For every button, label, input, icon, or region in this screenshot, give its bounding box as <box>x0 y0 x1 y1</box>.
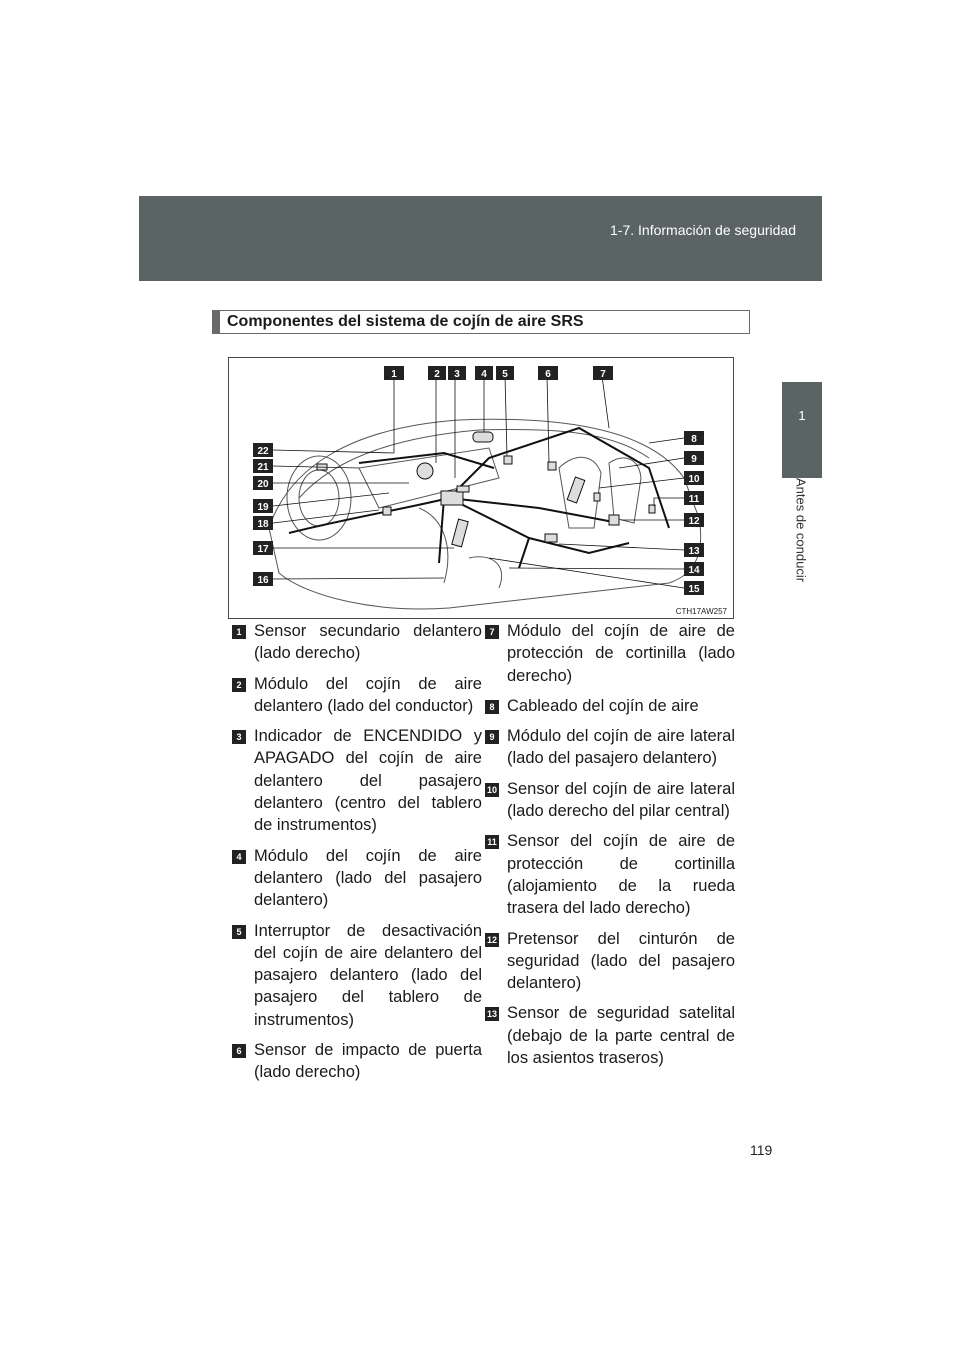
item-number-badge: 12 <box>486 934 497 945</box>
item-text: Módulo del cojín de aire de protección de cortinilla (lado derecho) <box>507 622 735 685</box>
list-item <box>485 778 735 823</box>
item-text: Indicador de ENCENDIDO y APAGADO del cojín de aire delantero del pasajero delantero (centro del tablero de instrumentos) <box>254 727 482 835</box>
item-text: Sensor de seguridad satelital (debajo de la parte central de los asientos traseros) <box>507 1004 735 1068</box>
callout-18: 18 <box>257 519 269 530</box>
callout-8: 8 <box>691 434 697 445</box>
list-item <box>485 1002 735 1069</box>
srs-components-diagram <box>228 357 734 619</box>
item-number-badge: 5 <box>232 925 246 939</box>
callout-21: 21 <box>257 462 269 473</box>
header-band <box>139 196 822 281</box>
callout-6: 6 <box>545 369 551 380</box>
callout-13: 13 <box>688 546 700 557</box>
callout-7: 7 <box>600 369 606 380</box>
callout-9: 9 <box>691 454 697 465</box>
list-item <box>232 1039 482 1084</box>
component-list-left <box>232 620 482 1092</box>
list-item <box>485 620 735 687</box>
list-item <box>232 725 482 836</box>
chapter-label-container <box>786 478 816 638</box>
item-number-badge: 8 <box>485 700 499 714</box>
list-item <box>485 725 735 770</box>
item-text: Módulo del cojín de aire lateral (lado del pasajero delantero) <box>507 727 735 768</box>
item-number-badge: 3 <box>232 730 246 744</box>
car-illustration <box>229 358 735 620</box>
callout-1: 1 <box>391 369 397 380</box>
item-number-badge: 6 <box>232 1044 246 1058</box>
list-item <box>232 673 482 718</box>
list-item <box>485 928 735 995</box>
callout-2: 2 <box>434 369 440 380</box>
callout-10: 10 <box>688 474 700 485</box>
item-text: Pretensor del cinturón de seguridad (lado del pasajero delantero) <box>507 929 735 993</box>
callout-14: 14 <box>688 565 700 576</box>
item-text: Módulo del cojín de aire delantero (lado del conductor) <box>254 674 482 715</box>
chapter-number: 1 <box>798 408 806 423</box>
callout-11: 11 <box>688 494 700 505</box>
list-item <box>485 830 735 919</box>
callout-17: 17 <box>257 544 269 555</box>
callout-20: 20 <box>257 479 269 490</box>
callout-15: 15 <box>688 584 700 595</box>
chapter-tab[interactable] <box>782 382 822 478</box>
item-text: Sensor del cojín de aire lateral (lado derecho del pilar central) <box>507 779 735 821</box>
item-number-badge: 2 <box>232 678 246 692</box>
callout-16: 16 <box>257 575 269 586</box>
figure-code: CTH17AW257 <box>675 607 727 616</box>
list-item <box>232 920 482 1031</box>
section-heading <box>212 310 750 334</box>
section-breadcrumb: 1-7. Información de seguridad <box>610 222 796 238</box>
item-number-badge: 9 <box>485 730 499 744</box>
callout-3: 3 <box>454 369 460 380</box>
item-text: Sensor de impacto de puerta (lado derecho) <box>254 1041 482 1082</box>
item-text: Sensor secundario delantero (lado derecho) <box>254 622 482 663</box>
item-text: Cableado del cojín de aire <box>507 696 699 715</box>
callout-12: 12 <box>688 516 700 527</box>
item-number-badge: 11 <box>485 835 499 849</box>
callout-4: 4 <box>481 369 487 380</box>
item-number-badge: 4 <box>232 850 246 864</box>
item-number-badge: 7 <box>485 625 499 639</box>
heading-accent-bar <box>213 311 220 333</box>
page-number: 119 <box>750 1142 773 1158</box>
chapter-label: Antes de conducir <box>793 478 809 583</box>
item-text: Módulo del cojín de aire delantero (lado del pasajero delantero) <box>254 846 482 910</box>
callout-19: 19 <box>257 502 269 513</box>
list-item <box>232 620 482 665</box>
callout-22: 22 <box>257 446 269 457</box>
callout-5: 5 <box>502 369 508 380</box>
component-list-right <box>485 620 735 1077</box>
item-text: Interruptor de desactivación del cojín de aire delantero del pasajero delantero (lado del pasajero del tablero de instrumentos) <box>254 921 482 1029</box>
item-text: Sensor del cojín de aire de protección de cortinilla (alojamiento de la rueda trasera del lado derecho) <box>507 832 735 918</box>
list-item <box>232 845 482 912</box>
item-number-badge: 10 <box>486 784 497 795</box>
section-heading-text: Componentes del sistema de cojín de aire SRS <box>227 313 584 330</box>
list-item <box>485 695 735 717</box>
item-number-badge: 13 <box>486 1009 497 1020</box>
item-number-badge: 1 <box>232 625 246 639</box>
